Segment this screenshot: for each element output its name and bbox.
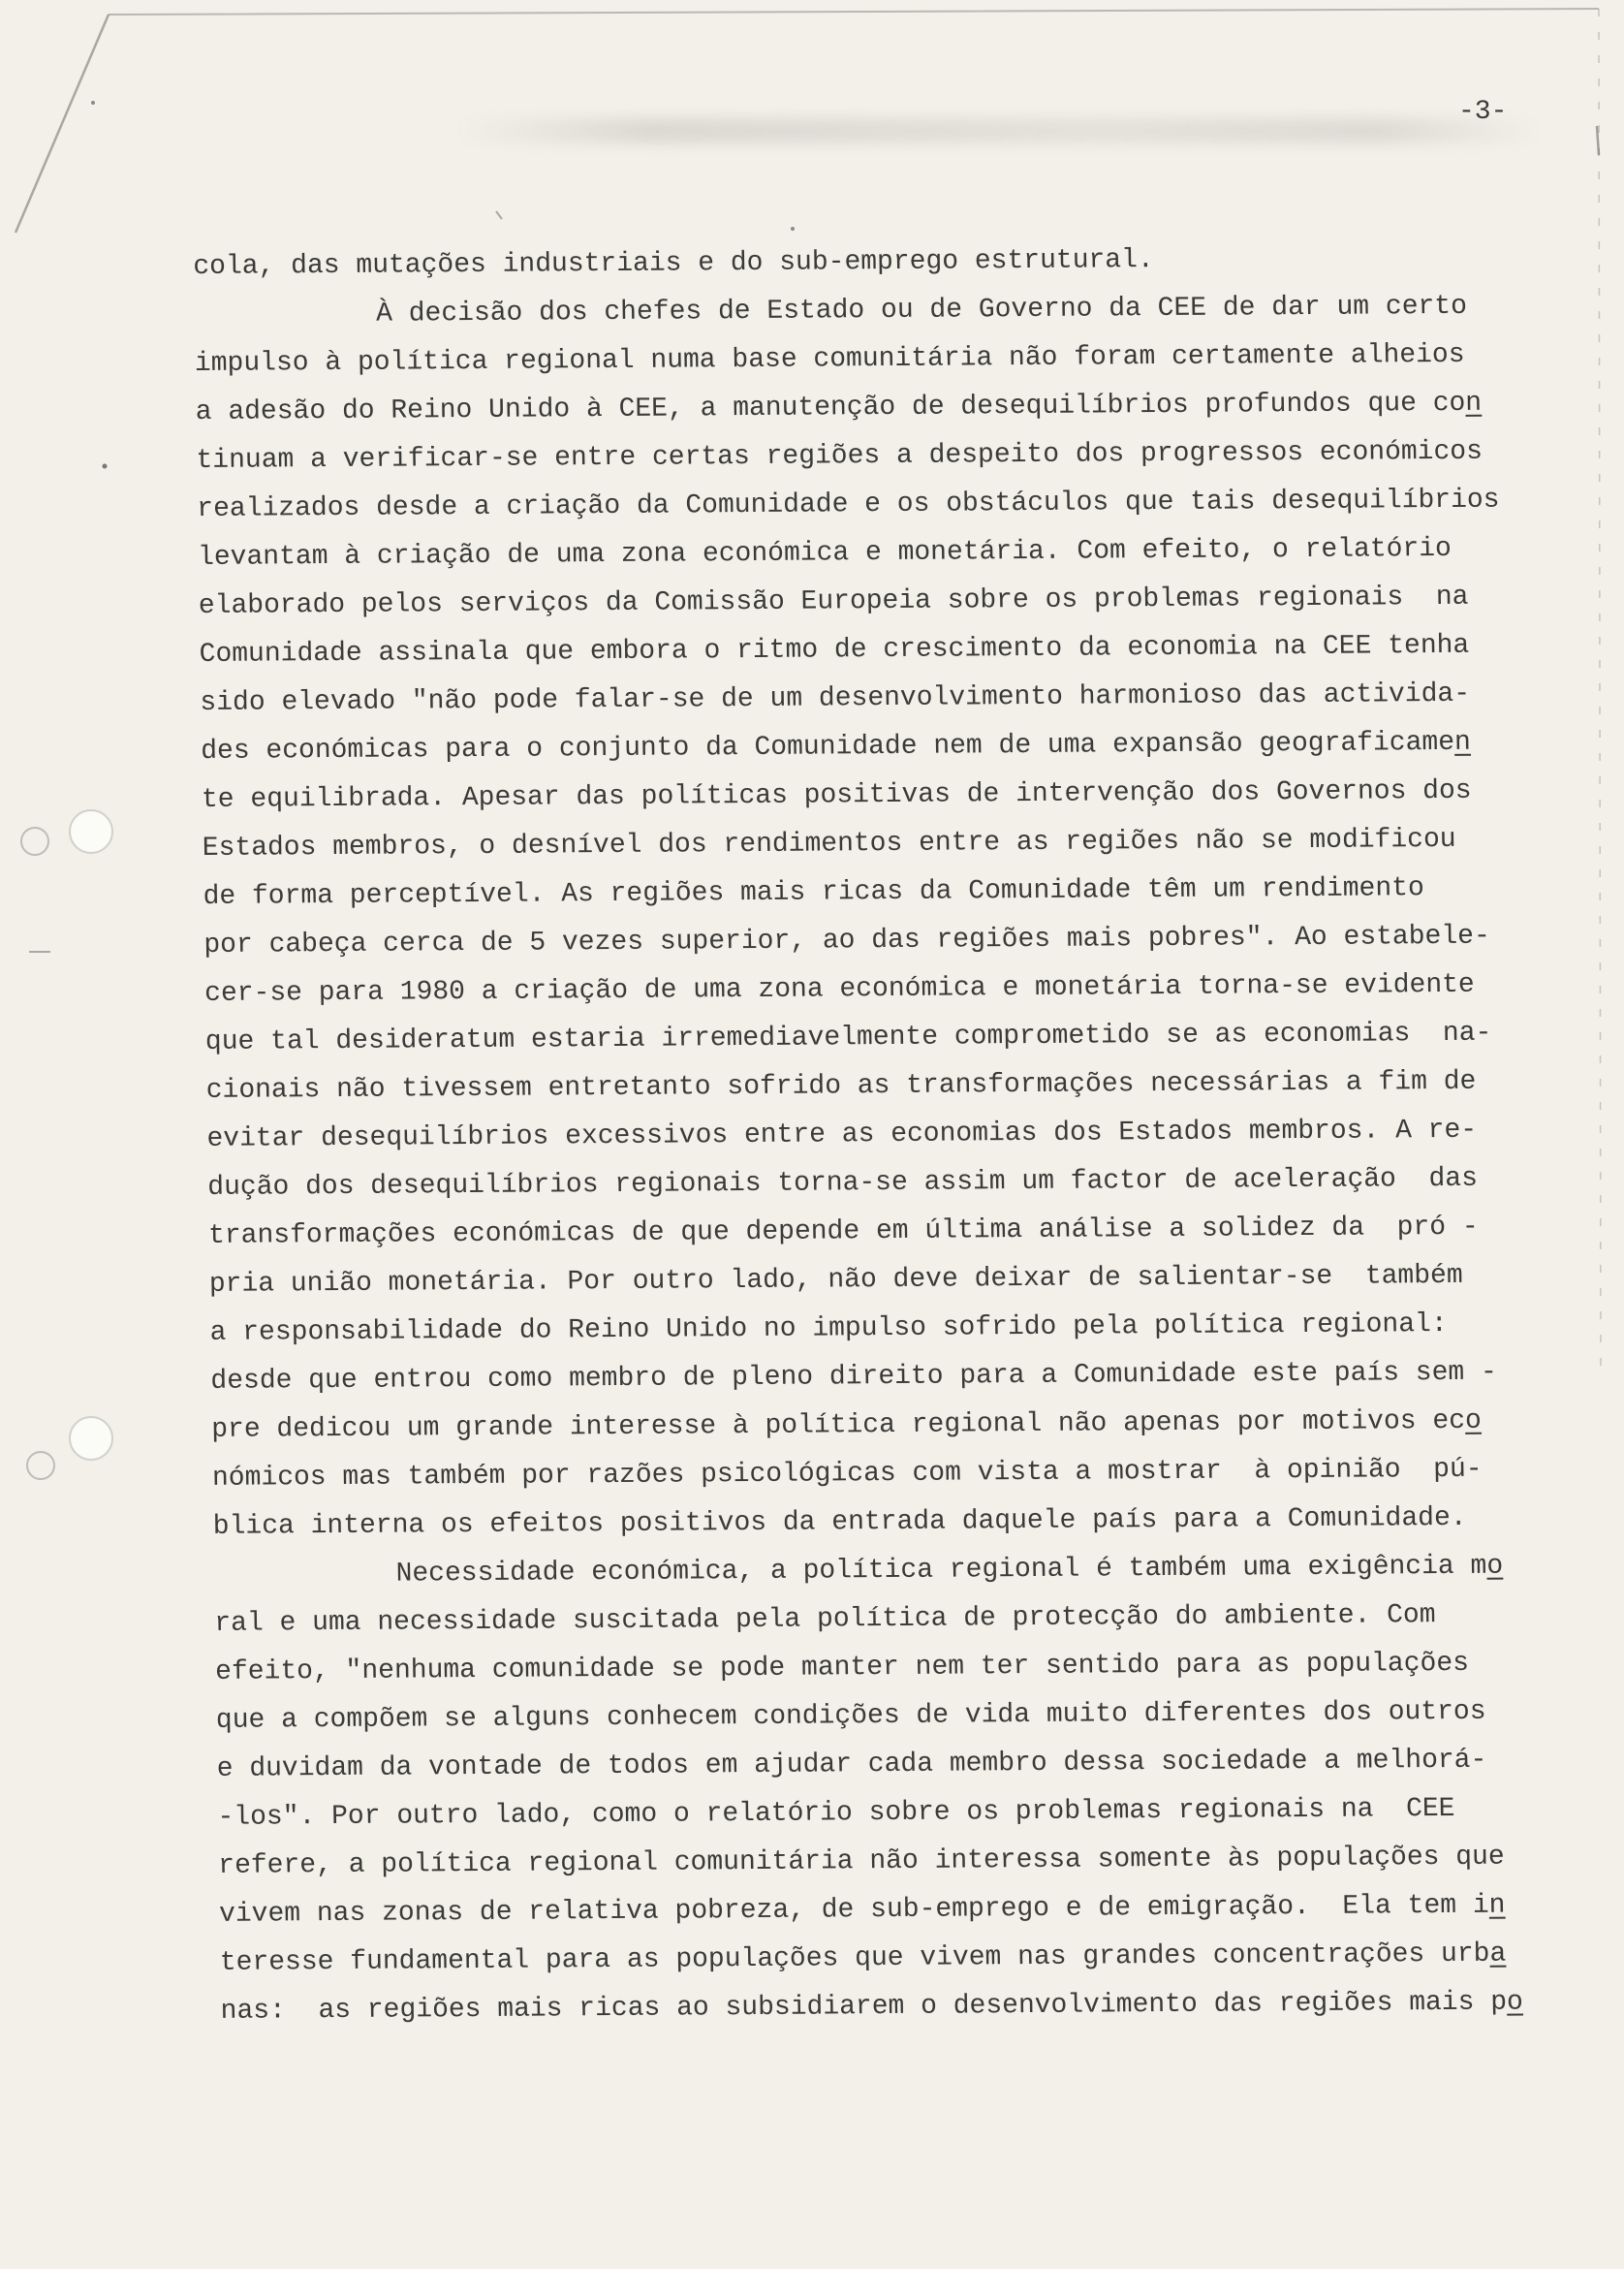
ink-speck [103,464,108,469]
body-line-text: levantam à criação de uma zona económica e monetária. Com efeito, o relatório [197,533,1452,573]
hyphen-break-underline: o [1464,1405,1483,1436]
body-line-text: cola, das mutações industriais e do sub-emprego estrutural. [193,245,1154,282]
top-edge-line [109,9,1599,15]
body-line-text: nas: as regiões mais ricas ao subsidiarem o desenvolvimento das regiões mais p [220,1987,1508,2027]
body-line-text: e duvidam da vontade de todos em ajudar cada membro dessa sociedade a melhorá- [216,1745,1487,1784]
body-text [193,234,1577,2036]
punch-hole [70,1417,112,1460]
body-line-text: sido elevado "não pode falar-se de um desenvolvimento harmonioso das activida- [200,678,1471,718]
ink-speck [791,227,795,231]
body-line-text: teresse fundamental para as populações que vivem nas grandes concentrações urb [219,1938,1490,1978]
body-line-text: que tal desideratum estaria irremediavelmente comprometido se as economias na- [204,1018,1492,1057]
body-line-text: des económicas para o conjunto da Comunidade nem de uma expansão geograficame [200,727,1455,767]
hyphen-break-underline: n [1453,727,1472,758]
body-line-text: Necessidade económica, a política regional é também uma exigência m [395,1551,1487,1590]
punch-hole [70,810,112,853]
body-line-text: que a compõem se alguns conhecem condições de vida muito diferentes dos outros [215,1696,1486,1736]
body-line-text: por cabeça cerca de 5 vezes superior, ao das regiões mais pobres". Ao estabele- [203,921,1491,961]
body-line-text: tinuam a verificar-se entre certas regiões a despeito dos progressos económicos [196,436,1483,476]
body-line-text: transformações económicas de que depende em última análise a solidez da pró - [207,1212,1479,1251]
body-line-text: cionais não tivessem entretanto sofrido as transformações necessárias a fim de [205,1066,1477,1106]
body-line-text: evitar desequilíbrios excessivos entre as economias dos Estados membros. A re- [206,1115,1478,1154]
body-line-text: desde que entrou como membro de pleno direito para a Comunidade este país sem - [210,1357,1498,1397]
body-line-text: pria união monetária. Por outro lado, não deve deixar de salientar-se também [208,1260,1463,1300]
hyphen-break-underline: a [1489,1938,1507,1970]
body-line-text: Estados membros, o desnível dos rendimentos entre as regiões não se modificou [202,824,1456,864]
hyphen-break-underline: o [1506,1987,1524,2018]
body-line-text: -los". Por outro lado, como o relatório sobre os problemas regionais na CEE [217,1793,1455,1833]
body-line-text: a adesão do Reino Unido à CEE, a manutenção de desequilíbrios profundos que co [195,388,1466,427]
punch-hole-ring [27,1452,54,1479]
body-line-text: Comunidade assinala que embora o ritmo de crescimento da economia na CEE tenha [199,630,1470,670]
body-line-text: realizados desde a criação da Comunidade e os obstáculos que tais desequilíbrios [197,485,1500,524]
ink-speck [91,101,95,105]
show-through-smudge [455,118,1541,143]
body-line-text: dução dos desequilíbrios regionais torna-se assim um factor de aceleração das [207,1163,1479,1203]
body-line-text: impulso à política regional numa base comunitária não foram certamente alheios [194,339,1465,379]
page-number: -3- [1458,97,1508,127]
body-line-text: vivem nas zonas de relativa pobreza, de sub-emprego e de emigração. Ela tem i [218,1890,1489,1930]
body-line-text: blica interna os efeitos positivos da entrada daquele país para a Comunidade. [212,1502,1467,1542]
body-line-text: te equilibrada. Apesar das políticas positivas de intervenção dos Governos dos [201,775,1472,815]
body-line-text: cer-se para 1980 a criação de uma zona económica e monetária torna-se evidente [203,969,1476,1009]
body-line [220,1978,1577,2036]
hyphen-break-underline: n [1488,1890,1506,1921]
body-line-text: À decisão dos chefes de Estado ou de Governo da CEE de dar um certo [375,291,1468,330]
body-line-text: nómicos mas também por razões psicológicas com vista a mostrar à opinião pú- [211,1454,1483,1494]
body-line-text: refere, a política regional comunitária não interessa somente às populações que [218,1842,1505,1881]
corner-fold-line [16,15,109,233]
body-line-text: efeito, "nenhuma comunidade se pode manter nem ter sentido para as populações [214,1648,1470,1687]
punch-hole-ring [21,828,48,855]
ink-tick [496,211,502,219]
hyphen-break-underline: o [1486,1551,1504,1582]
body-line-text: elaborado pelos serviços da Comissão Europeia sobre os problemas regionais na [198,582,1469,621]
body-line-text: a responsabilidade do Reino Unido no impulso sofrido pela política regional: [209,1308,1448,1348]
body-line-text: pre dedicou um grande interesse à política regional não apenas por motivos ec [210,1405,1466,1445]
right-edge-line [1599,9,1601,1376]
body-line-text: ral e uma necessidade suscitada pela política de protecção do ambiente. Com [214,1600,1436,1639]
body-line-text: de forma perceptível. As regiões mais ricas da Comunidade têm um rendimento [203,873,1425,912]
hyphen-break-underline: n [1465,388,1483,419]
